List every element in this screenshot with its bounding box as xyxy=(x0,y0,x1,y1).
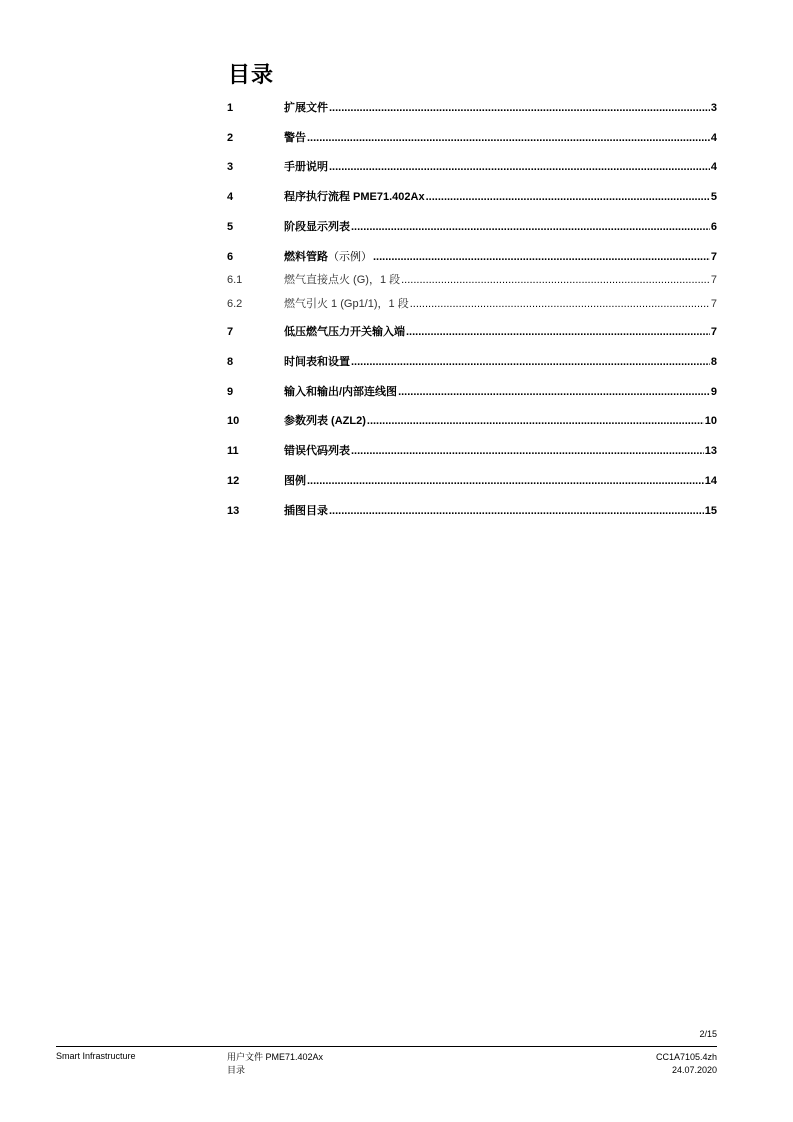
footer-section-name: 目录 xyxy=(227,1065,246,1075)
toc-entry-title: 参数列表 (AZL2) xyxy=(284,415,366,427)
footer-document-code: CC1A7105.4zh xyxy=(655,1052,717,1062)
footer-document-info xyxy=(227,1051,323,1077)
toc-entry-number: 13 xyxy=(227,505,240,517)
toc-leader-dots xyxy=(398,385,710,399)
toc-entry[interactable] xyxy=(227,297,717,311)
toc-entry-number: 3 xyxy=(227,161,234,173)
toc-entry[interactable] xyxy=(227,444,717,458)
toc-entry[interactable] xyxy=(227,325,717,339)
toc-entry[interactable] xyxy=(227,190,717,204)
toc-entry-page: 13 xyxy=(704,445,717,457)
toc-entry[interactable] xyxy=(227,385,717,399)
toc-entry[interactable] xyxy=(227,414,717,428)
toc-leader-dots xyxy=(307,474,704,488)
footer-document-meta xyxy=(560,1051,717,1077)
page-heading: 目录 xyxy=(228,62,275,87)
toc-entry[interactable] xyxy=(227,355,717,369)
toc-entry-page: 6 xyxy=(710,221,717,233)
toc-entry-number: 1 xyxy=(227,102,234,114)
toc-entry-page: 4 xyxy=(710,161,717,173)
toc-entry-number: 2 xyxy=(227,132,234,144)
toc-entry-page: 7 xyxy=(710,326,717,338)
toc-entry-page: 8 xyxy=(710,356,717,368)
toc-entry[interactable] xyxy=(227,101,717,115)
toc-entry-number: 4 xyxy=(227,191,234,203)
page-number: 2/15 xyxy=(699,1029,717,1039)
toc-leader-dots xyxy=(401,273,710,287)
toc-entry-number: 11 xyxy=(227,445,239,457)
footer-date: 24.07.2020 xyxy=(671,1065,717,1075)
toc-leader-dots xyxy=(406,325,710,339)
toc-entry-title xyxy=(284,250,372,264)
toc-entry[interactable] xyxy=(227,131,717,145)
toc-entry-title: 燃气引火 1 (Gp1/1)，1 段 xyxy=(284,298,409,310)
toc-entry-number: 6 xyxy=(227,251,234,263)
toc-leader-dots xyxy=(329,160,710,174)
toc-leader-dots xyxy=(410,297,710,311)
toc-entry-page: 5 xyxy=(710,191,717,203)
footer-company: Smart Infrastructure xyxy=(56,1051,136,1061)
toc-entry-title: 燃气直接点火 (G)，1 段 xyxy=(284,274,401,286)
toc-entry[interactable] xyxy=(227,220,717,234)
toc-entry-number: 7 xyxy=(227,326,234,338)
toc-entry-title: 程序执行流程 PME71.402Ax xyxy=(284,191,425,203)
toc-entry-page: 7 xyxy=(710,251,717,263)
toc-entry[interactable] xyxy=(227,474,717,488)
toc-entry-number: 6.2 xyxy=(227,298,243,310)
toc-entry-title: 阶段显示列表 xyxy=(284,221,350,233)
toc-leader-dots xyxy=(351,444,704,458)
toc-leader-dots xyxy=(373,250,710,264)
toc-leader-dots xyxy=(426,190,710,204)
toc-entry[interactable] xyxy=(227,160,717,174)
toc-leader-dots xyxy=(329,101,710,115)
toc-entry-number: 9 xyxy=(227,386,234,398)
toc-entry-page: 7 xyxy=(710,274,717,286)
toc-entry[interactable] xyxy=(227,504,717,518)
toc-entry-title: 手册说明 xyxy=(284,161,328,173)
toc-leader-dots xyxy=(307,131,710,145)
toc-entry-number: 8 xyxy=(227,356,234,368)
footer-document-title: 用户文件 PME71.402Ax xyxy=(227,1052,324,1062)
toc-entry-page: 14 xyxy=(704,475,717,487)
toc-entry-page: 9 xyxy=(710,386,717,398)
toc-entry-title-main: 燃料管路 xyxy=(284,251,328,263)
toc-entry-page: 10 xyxy=(704,415,717,427)
toc-entry[interactable] xyxy=(227,273,717,287)
toc-entry-page: 4 xyxy=(710,132,717,144)
toc-entry-title: 扩展文件 xyxy=(284,102,328,114)
toc-leader-dots xyxy=(329,504,704,518)
toc-entry-page: 3 xyxy=(710,102,717,114)
toc-entry[interactable] xyxy=(227,250,717,264)
toc-entry-title: 错误代码列表 xyxy=(284,445,350,457)
toc-entry-title: 输入和输出/内部连线图 xyxy=(284,386,398,398)
toc-entry-title: 时间表和设置 xyxy=(284,356,350,368)
toc-entry-title: 警告 xyxy=(284,132,306,144)
toc-entry-number: 10 xyxy=(227,415,240,427)
toc-leader-dots xyxy=(351,355,710,369)
toc-entry-number: 5 xyxy=(227,221,234,233)
toc-leader-dots xyxy=(367,414,704,428)
footer-divider xyxy=(56,1046,717,1047)
toc-entry-title-note: （示例） xyxy=(328,251,372,263)
toc-leader-dots xyxy=(351,220,710,234)
toc-entry-title: 插图目录 xyxy=(284,505,328,517)
toc-entry-title: 图例 xyxy=(284,475,306,487)
toc-entry-number: 6.1 xyxy=(227,274,243,286)
toc-entry-number: 12 xyxy=(227,475,240,487)
toc-entry-page: 15 xyxy=(704,505,717,517)
toc-entry-page: 7 xyxy=(710,298,717,310)
toc-entry-title: 低压燃气压力开关输入端 xyxy=(284,326,405,338)
